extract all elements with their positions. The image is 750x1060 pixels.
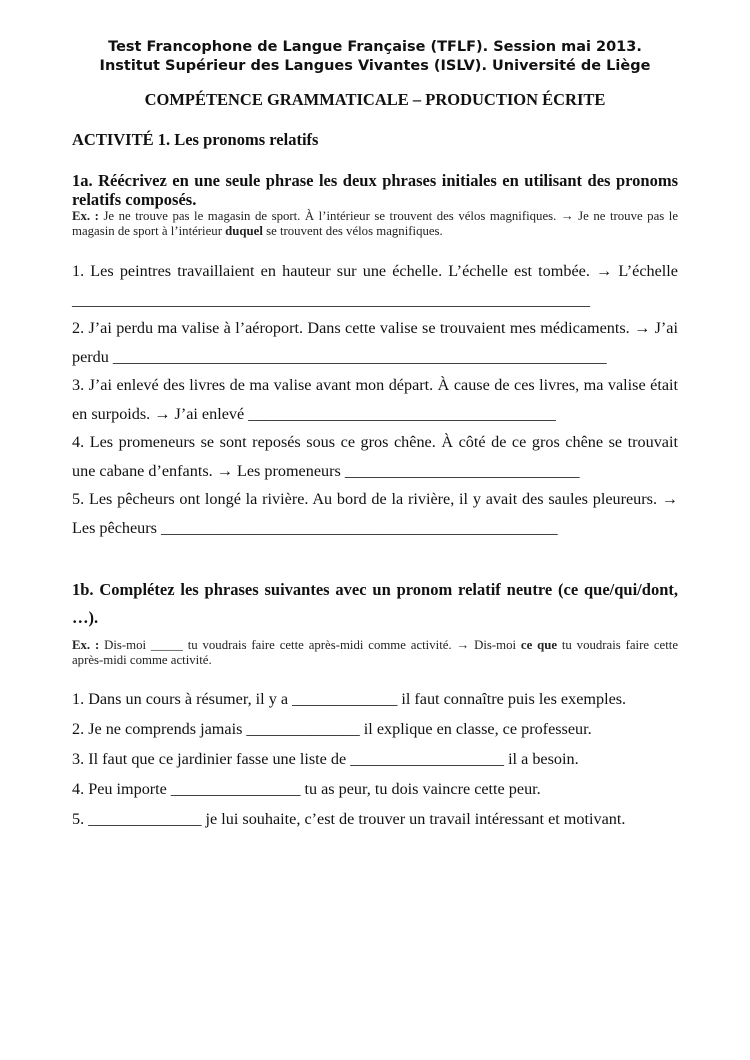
answer-blank[interactable]: ______________ [88, 810, 202, 828]
answer-blank[interactable]: ______________ [246, 720, 360, 738]
section-a-items [72, 257, 678, 542]
answer-blank[interactable]: _____________________________ [344, 461, 580, 480]
item-text: 2. J’ai perdu ma valise à l’aéroport. Dans cette valise se trouvaient mes médicaments. → J’ai perdu [72, 319, 678, 366]
item-text: 3. Il faut que ce jardinier fasse une liste de [72, 750, 351, 768]
item-text: il faut connaître puis les exemples. [397, 690, 627, 708]
item-text: il a besoin. [504, 750, 579, 768]
item-text: 1. Dans un cours à résumer, il y a [72, 690, 293, 708]
answer-blank[interactable]: ___________________ [350, 750, 505, 768]
example-answer: duquel [225, 224, 263, 238]
answer-blank[interactable]: ________________ [170, 780, 301, 798]
activity-heading: ACTIVITÉ 1. Les pronoms relatifs [72, 130, 319, 149]
list-item [72, 774, 678, 804]
header-line-1: Test Francophone de Langue Française (TFLF). Session mai 2013. [108, 39, 642, 55]
answer-blank[interactable]: _____________________________________________________________ [112, 347, 607, 366]
answer-blank[interactable]: _________________________________________________ [161, 518, 558, 537]
item-text: 4. Les promeneurs se sont reposés sous ce gros chêne. À côté de ce gros chêne se trouvait une cabane d’enfants. → Les promeneurs [72, 433, 678, 480]
example-text: se trouvent des vélos magnifiques. [262, 224, 443, 238]
header-line-2: Institut Supérieur des Langues Vivantes (ISLV). Université de Liège [99, 58, 651, 74]
list-item [72, 744, 678, 774]
item-text: 2. Je ne comprends jamais [72, 720, 247, 738]
list-item [72, 485, 678, 542]
section-b-items [72, 684, 678, 834]
answer-blank[interactable]: _____________ [292, 690, 398, 708]
item-text: 4. Peu importe [72, 780, 171, 798]
document-header [72, 38, 678, 76]
list-item [72, 684, 678, 714]
list-item [72, 428, 678, 485]
section-b-instruction: 1b. Complétez les phrases suivantes avec un pronom relatif neutre (ce que/qui/dont, …). [72, 580, 678, 627]
section-b-example [72, 638, 678, 668]
item-text: 5. Les pêcheurs ont longé la rivière. Au bord de la rivière, il y avait des saules pleureurs. → Les pêcheurs [72, 490, 678, 537]
item-text: 3. J’ai enlevé des livres de ma valise avant mon départ. À cause de ces livres, ma valise était en surpoids. → J’ai enlevé [72, 376, 678, 423]
example-label: Ex. : [72, 638, 100, 652]
document-page [72, 38, 678, 834]
item-text: tu as peur, tu dois vaincre cette peur. [300, 780, 541, 798]
example-text: tu voudrais faire cette après-midi comme activité. [72, 638, 679, 667]
list-item [72, 804, 678, 834]
list-item [72, 371, 678, 428]
section-a-instruction: 1a. Réécrivez en une seule phrase les deux phrases initiales en utilisant des pronoms relatifs composés. [72, 171, 678, 209]
example-answer: ce que [520, 638, 558, 652]
item-text: il explique en classe, ce professeur. [359, 720, 592, 738]
example-text: Dis-moi _____ tu voudrais faire cette après-midi comme activité. → Dis-moi [99, 638, 521, 652]
example-label: Ex. : [72, 209, 99, 223]
list-item [72, 257, 678, 314]
answer-blank[interactable]: ________________________________________________________________ [72, 290, 590, 309]
item-text: je lui souhaite, c’est de trouver un travail intéressant et motivant. [201, 810, 626, 828]
item-text: 5. [72, 810, 89, 828]
item-text: 1. Les peintres travaillaient en hauteur sur une échelle. L’échelle est tombée. → L’échelle [72, 262, 678, 280]
list-item [72, 714, 678, 744]
list-item [72, 314, 678, 371]
answer-blank[interactable]: ______________________________________ [248, 404, 556, 423]
example-text: Je ne trouve pas le magasin de sport. À l’intérieur se trouvent des vélos magnifiques. → Je ne trouve pas le magasin de sport à l’intérieur [72, 209, 678, 238]
page-title: COMPÉTENCE GRAMMATICALE – PRODUCTION ÉCRITE [144, 90, 606, 109]
section-a-example [72, 209, 678, 239]
